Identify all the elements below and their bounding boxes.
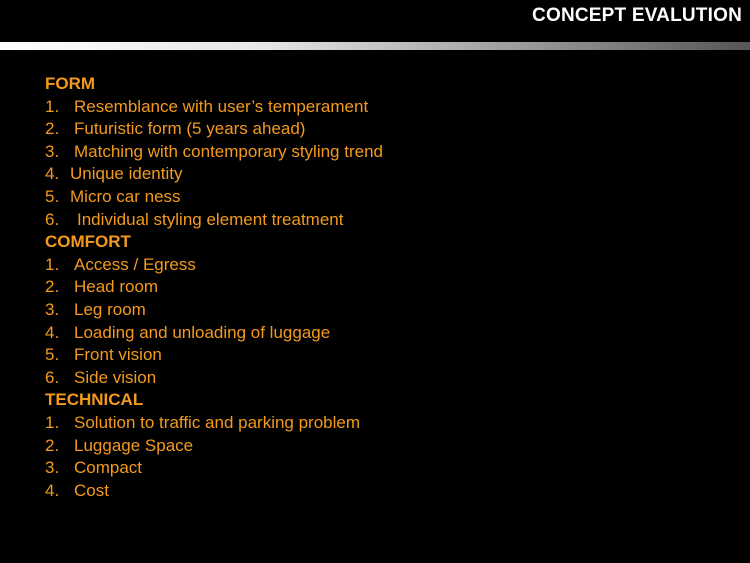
item-number: 3. (45, 141, 60, 161)
section-heading-technical: TECHNICAL (45, 390, 144, 410)
list-item (45, 344, 383, 367)
list-item (45, 367, 383, 390)
item-text: Compact (74, 458, 143, 478)
item-number: 3. (45, 299, 60, 319)
item-number: 6. (45, 367, 60, 387)
item-number: 1. (45, 254, 60, 274)
title-divider-bar (0, 42, 750, 50)
evaluation-criteria-list (45, 73, 383, 502)
item-text: Individual styling element treatment (77, 209, 344, 229)
item-text: Access / Egress (74, 254, 196, 274)
list-item (45, 96, 383, 119)
list-item (45, 186, 383, 209)
item-number: 5. (45, 345, 60, 365)
item-text: Futuristic form (5 years ahead) (74, 119, 306, 139)
item-text: Solution to traffic and parking problem (74, 412, 361, 432)
item-number: 1. (45, 412, 60, 432)
list-item (45, 412, 383, 435)
slide-title: CONCEPT EVALUTION (532, 5, 742, 26)
list-item (45, 435, 383, 458)
item-number: 2. (45, 277, 60, 297)
item-text: Side vision (74, 367, 157, 387)
item-number: 1. (45, 96, 60, 116)
list-item (45, 141, 383, 164)
item-text: Leg room (74, 299, 146, 319)
item-text: Resemblance with user’s temperament (74, 96, 369, 116)
item-number: 2. (45, 435, 60, 455)
item-number: 5. (45, 186, 60, 206)
item-text: Micro car ness (70, 186, 181, 206)
list-item (45, 457, 383, 480)
item-number: 4. (45, 164, 60, 184)
item-number: 3. (45, 458, 60, 478)
item-text: Luggage Space (74, 435, 194, 455)
list-item (45, 254, 383, 277)
section-heading-form: FORM (45, 74, 96, 93)
section-heading-comfort: COMFORT (45, 232, 131, 252)
item-text: Loading and unloading of luggage (74, 322, 331, 342)
item-text: Head room (74, 277, 159, 297)
list-item (45, 118, 383, 141)
list-item (45, 163, 383, 186)
list-item (45, 480, 383, 503)
item-text: Matching with contemporary styling trend (74, 141, 383, 161)
item-text: Front vision (74, 345, 162, 365)
item-number: 2. (45, 119, 60, 139)
item-text: Unique identity (70, 164, 183, 184)
list-item (45, 276, 383, 299)
item-text: Cost (74, 480, 109, 500)
list-item (45, 322, 383, 345)
item-number: 6. (45, 209, 60, 229)
item-number: 4. (45, 480, 60, 500)
list-item (45, 299, 383, 322)
item-number: 4. (45, 322, 60, 342)
list-item (45, 209, 383, 232)
